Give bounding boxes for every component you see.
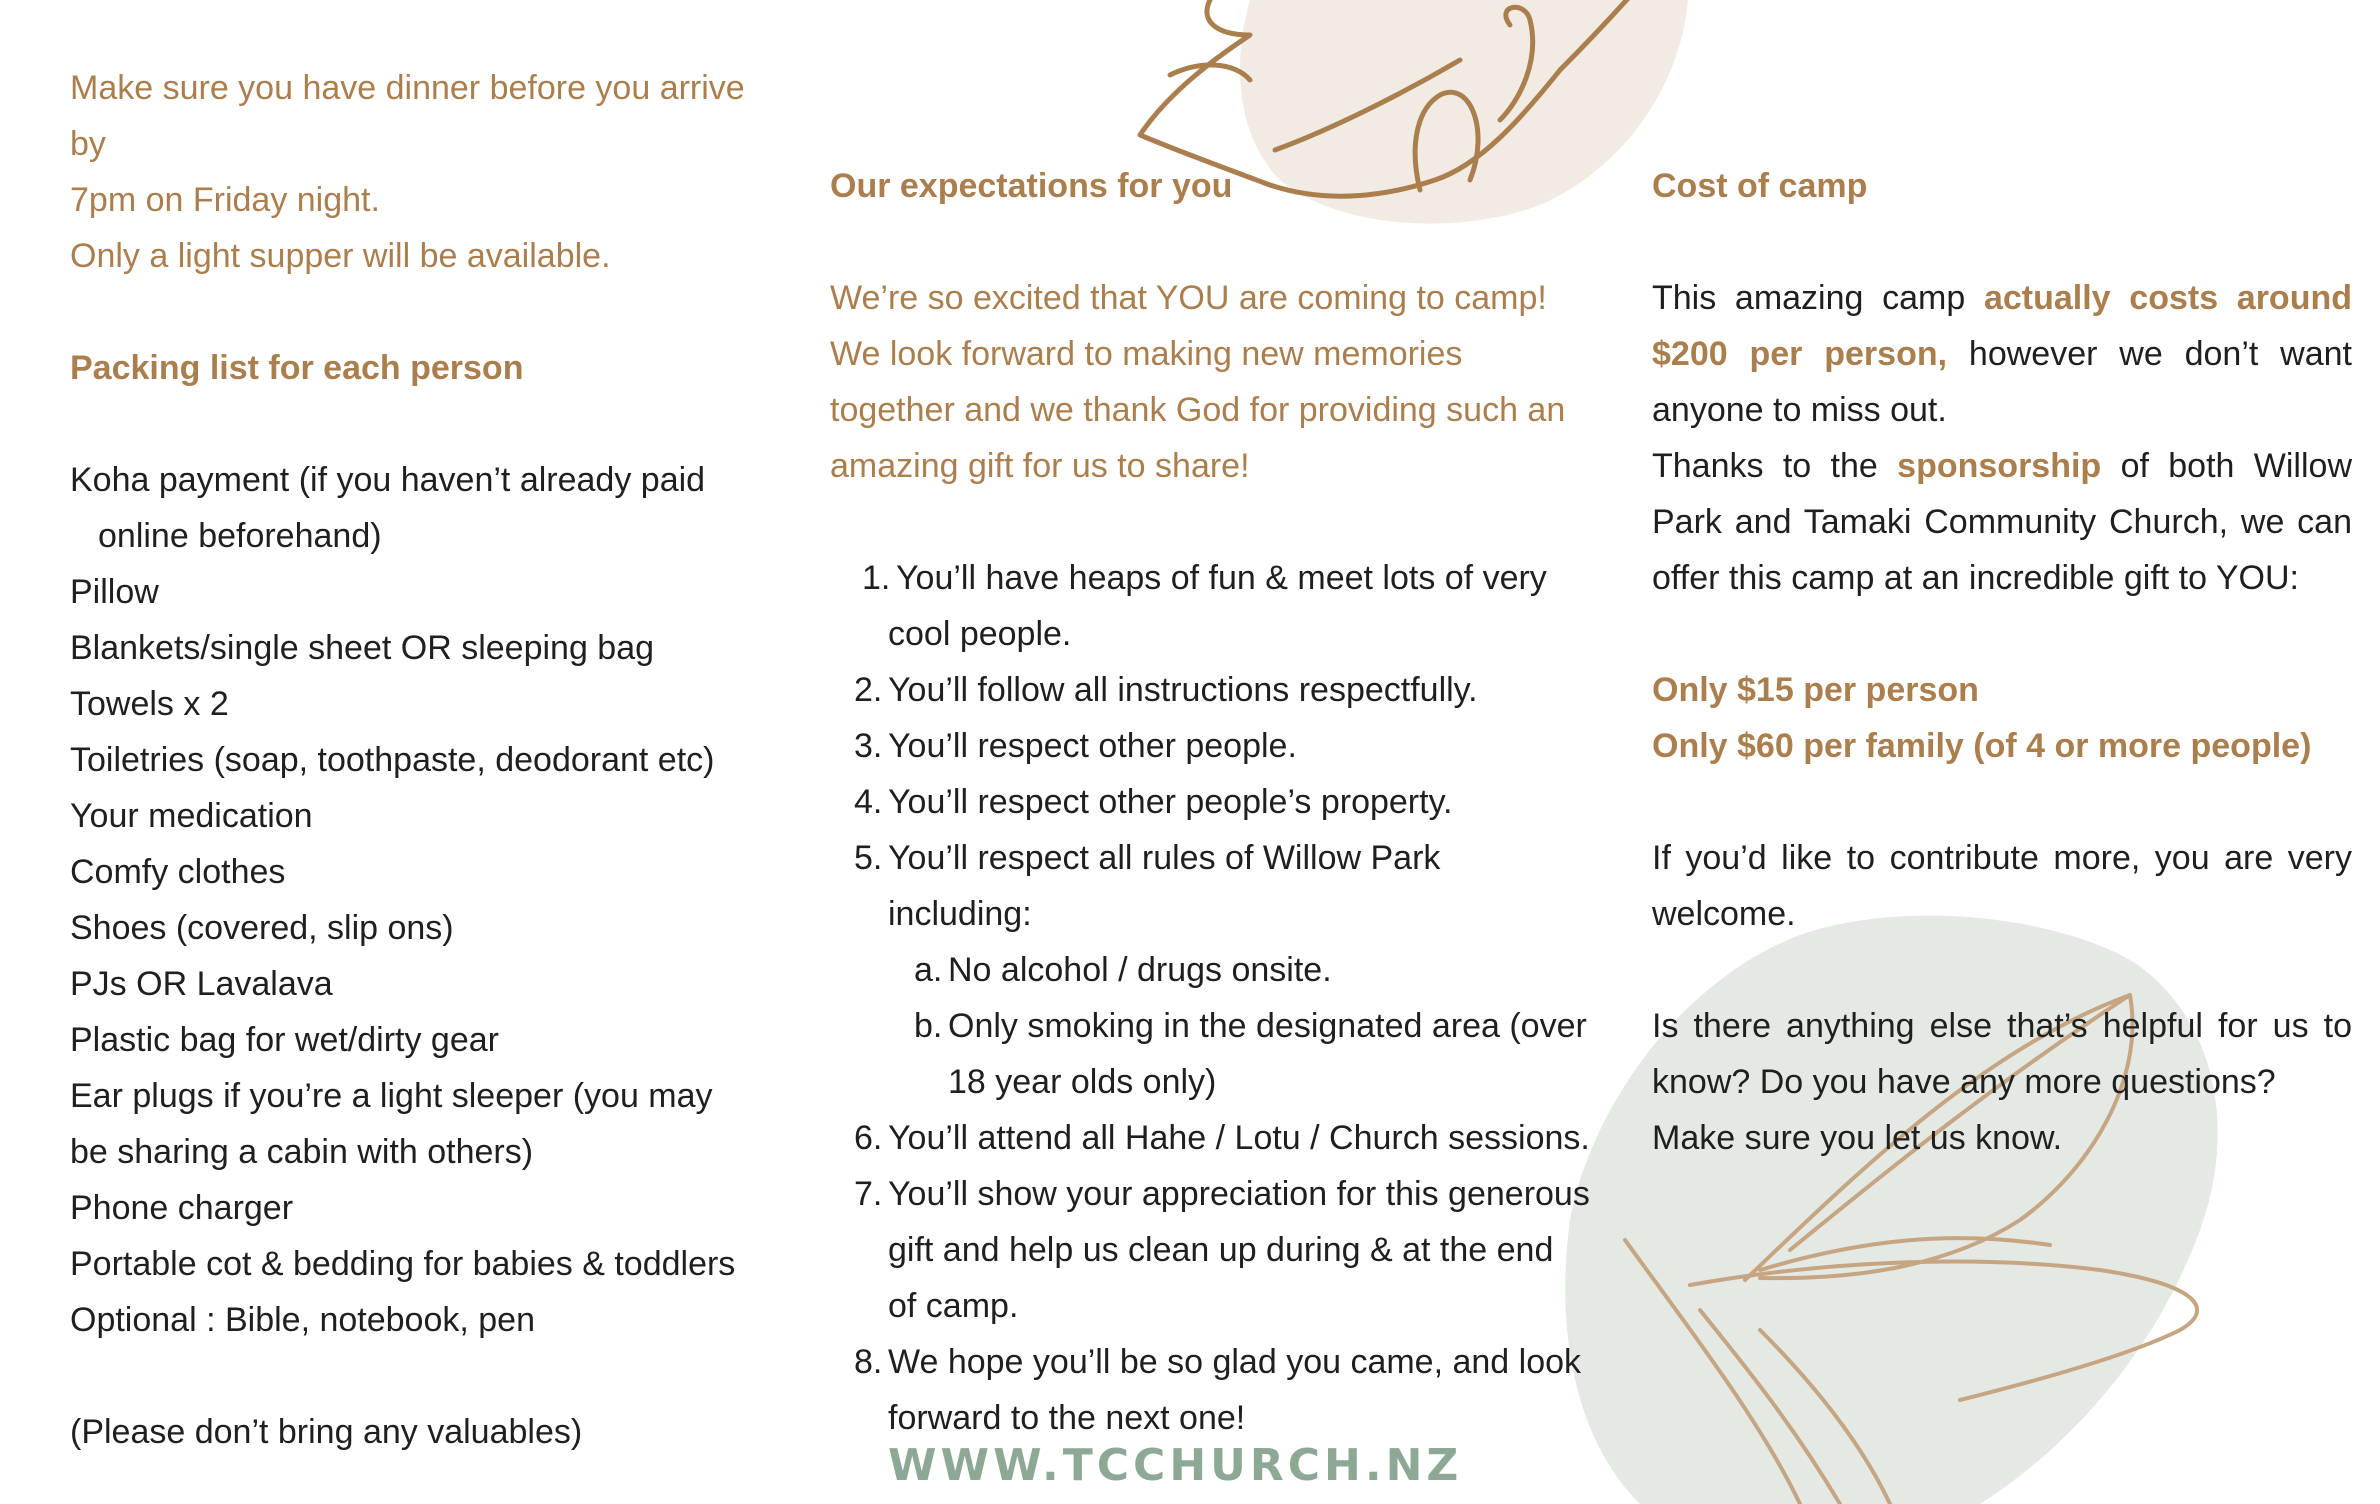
cost-highlight: $200 per person, <box>1652 335 1948 373</box>
intro-line: Make sure you have dinner before you arrive by <box>70 69 745 163</box>
list-number: 7. <box>854 1175 883 1213</box>
cost-text: however we don’t want <box>1968 335 2352 373</box>
expectations-intro: We’re so excited that YOU are coming to camp! <box>830 279 1547 317</box>
packing-item: be sharing a cabin with others) <box>70 1133 534 1171</box>
list-text: You’ll show your appreciation for this generous <box>888 1175 1590 1213</box>
list-number: 6. <box>854 1119 883 1157</box>
list-text: cool people. <box>888 615 1072 653</box>
sponsor-text: and Tamaki Community Church, we can offer <box>1652 503 2353 597</box>
packing-item: Your medication <box>70 797 313 835</box>
list-text: We hope you’ll be so glad you came, and look <box>888 1343 1582 1381</box>
contribute-text: welcome. <box>1652 895 1796 933</box>
list-text: You’ll respect all rules of Willow Park including: <box>888 839 1441 933</box>
list-text: of camp. <box>888 1287 1019 1325</box>
packing-item: Blankets/single sheet OR sleeping bag <box>70 629 655 667</box>
packing-item: Portable cot & bedding for babies & toddlers <box>70 1245 736 1283</box>
cost-paragraph <box>1652 270 2352 438</box>
cost-text: anyone to miss out. <box>1652 391 1947 429</box>
packing-item: Pillow <box>70 573 159 611</box>
list-item <box>830 774 1590 830</box>
packing-item: Phone charger <box>70 1189 294 1227</box>
list-text: You’ll respect other people’s property. <box>888 783 1453 821</box>
intro-line: 7pm on Friday night. <box>70 181 380 219</box>
list-item <box>830 830 1590 942</box>
sponsor-text: Thanks to the <box>1652 447 1878 485</box>
list-text: You’ll have heaps of fun & meet lots of very <box>896 559 1547 597</box>
list-item <box>830 1334 1590 1446</box>
list-number: 3. <box>854 727 883 765</box>
packing-item: PJs OR Lavalava <box>70 965 333 1003</box>
packing-column <box>70 60 790 1460</box>
packing-item: Plastic bag for wet/dirty gear <box>70 1021 499 1059</box>
list-number: 8. <box>854 1343 883 1381</box>
list-number: 4. <box>854 783 883 821</box>
contribute-paragraph <box>1652 830 2352 942</box>
list-number: 5. <box>854 839 883 877</box>
packing-item: Shoes (covered, slip ons) <box>70 909 454 947</box>
list-text: gift and help us clean up during & at the end <box>888 1231 1554 1269</box>
packing-item: Toiletries (soap, toothpaste, deodorant etc) <box>70 741 715 779</box>
expectations-intro: amazing gift for us to share! <box>830 447 1250 485</box>
questions-text: know? Do you have any more questions? <box>1652 1063 2276 1101</box>
sponsor-text: this camp at an incredible gift to YOU: <box>1728 559 2299 597</box>
sub-list-item <box>830 998 1590 1110</box>
packing-item: Koha payment (if you haven’t already paid <box>70 461 706 499</box>
list-text: You’ll attend all Hahe / Lotu / Church sessions. <box>888 1119 1590 1157</box>
price-family: Only $60 per family (of 4 or more people) <box>1652 727 2312 765</box>
sponsor-text: of both Willow Park <box>1652 447 2353 541</box>
list-letter: a. <box>914 951 943 989</box>
cost-highlight: actually costs around <box>1983 279 2353 317</box>
list-item <box>830 550 1590 662</box>
sub-list-item <box>830 942 1590 998</box>
sponsorship-highlight: sponsorship <box>1897 447 2102 485</box>
expectations-heading: Our expectations for you <box>830 167 1233 205</box>
price-person: Only $15 per person <box>1652 671 1979 709</box>
questions-line: Make sure you let us know. <box>1652 1119 2063 1157</box>
valuables-note: (Please don’t bring any valuables) <box>70 1413 583 1451</box>
list-letter: b. <box>914 1007 943 1045</box>
contribute-text: If you’d like to contribute more, you are very <box>1652 839 2352 877</box>
packing-item: Comfy clothes <box>70 853 286 891</box>
packing-item: online beforehand) <box>98 517 382 555</box>
list-text: You’ll follow all instructions respectfully. <box>888 671 1478 709</box>
expectations-list <box>830 550 1590 1446</box>
list-text: 18 year olds only) <box>948 1063 1217 1101</box>
list-item <box>830 662 1590 718</box>
packing-item: Towels x 2 <box>70 685 229 723</box>
list-text: You’ll respect other people. <box>888 727 1297 765</box>
list-text: No alcohol / drugs onsite. <box>948 951 1332 989</box>
sponsorship-paragraph <box>1652 438 2352 606</box>
questions-paragraph <box>1652 998 2352 1110</box>
list-text: Only smoking in the designated area (over <box>948 1007 1587 1045</box>
packing-heading: Packing list for each person <box>70 349 524 387</box>
list-number: 2. <box>854 671 883 709</box>
packing-item: Optional : Bible, notebook, pen <box>70 1301 535 1339</box>
expectations-intro: We look forward to making new memories <box>830 335 1463 373</box>
list-number: 1. <box>862 559 891 597</box>
website-url[interactable]: WWW.TCCHURCH.NZ <box>888 1440 1463 1491</box>
cost-text: This amazing camp <box>1652 279 1966 317</box>
packing-item: Ear plugs if you’re a light sleeper (you may <box>70 1077 713 1115</box>
questions-text: Is there anything else that’s helpful for us to <box>1652 1007 2352 1045</box>
list-item <box>830 1110 1590 1166</box>
expectations-column <box>830 158 1590 1446</box>
cost-heading: Cost of camp <box>1652 167 1868 205</box>
list-text: forward to the next one! <box>888 1399 1246 1437</box>
list-item <box>830 1166 1590 1334</box>
intro-line: Only a light supper will be available. <box>70 237 611 275</box>
cost-column <box>1652 158 2352 1166</box>
list-item <box>830 718 1590 774</box>
expectations-intro: together and we thank God for providing such an <box>830 391 1566 429</box>
